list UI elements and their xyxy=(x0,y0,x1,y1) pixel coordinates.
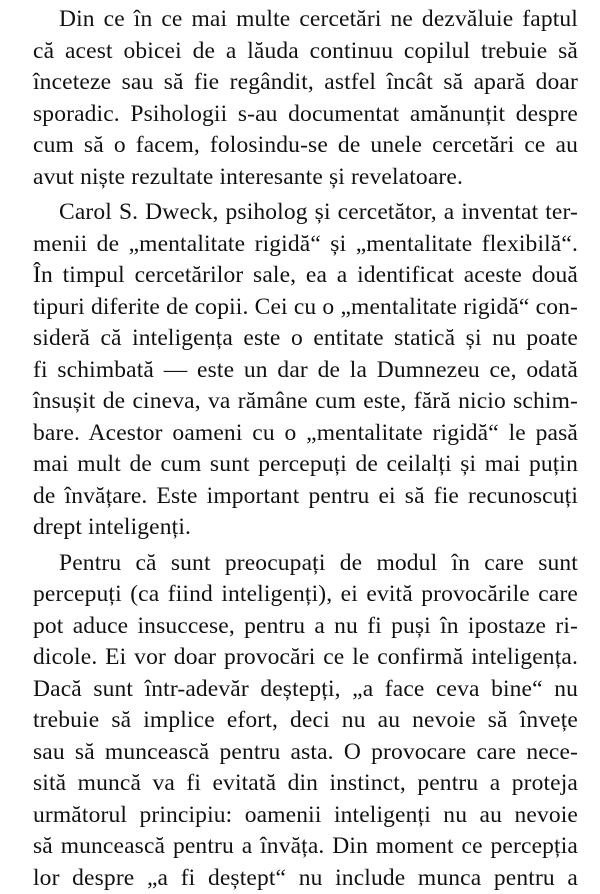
text-line: sporadic. Psihologii s-au documentat amănunțit despre xyxy=(33,99,578,131)
text-line: tipuri diferite de copii. Cei cu o „mentalitate rigidă“ con- xyxy=(33,292,578,324)
text-line: În timpul cercetărilor sale, ea a identificat aceste două xyxy=(33,260,578,292)
text-line: drept inteligenți. xyxy=(33,512,578,544)
text-line: Din ce în ce mai multe cercetări ne dezvăluie faptul xyxy=(33,4,578,36)
text-line: fi schimbată — este un dar de la Dumnezeu ce, odată xyxy=(33,355,578,387)
text-line: că acest obicei de a lăuda continuu copilul trebuie să xyxy=(33,36,578,68)
text-line: cum să o facem, folosindu-se de unele cercetări ce au xyxy=(33,130,578,162)
text-line: lor despre „a fi deștept“ nu include munca pentru a xyxy=(33,863,578,894)
text-line: trebuie să implice efort, deci nu au nevoie să învețe xyxy=(33,705,578,737)
text-line: percepuți (ca fiind inteligenți), ei evită provocările care xyxy=(33,579,578,611)
text-line: de învățare. Este important pentru ei să fie recunoscuți xyxy=(33,481,578,513)
text-line: mai mult de cum sunt percepuți de ceilalți și mai puțin xyxy=(33,449,578,481)
paragraph-1 xyxy=(33,4,578,193)
text-line: Carol S. Dweck, psiholog și cercetător, a inventat ter- xyxy=(33,197,578,229)
text-line: înceteze sau să fie regândit, astfel încât să apară doar xyxy=(33,67,578,99)
text-line: avut niște rezultate interesante și revelatoare. xyxy=(33,162,578,194)
text-line: menii de „mentalitate rigidă“ și „mentalitate flexibilă“. xyxy=(33,229,578,261)
text-line: bare. Acestor oameni cu o „mentalitate rigidă“ le pasă xyxy=(33,418,578,450)
text-line: pot aduce insuccese, pentru a nu fi puși în ipostaze ri- xyxy=(33,611,578,643)
text-line: Pentru că sunt preocupați de modul în care sunt xyxy=(33,548,578,580)
text-line: următorul principiu: oamenii inteligenți nu au nevoie xyxy=(33,800,578,832)
text-line: dicole. Ei vor doar provocări ce le confirmă inteligența. xyxy=(33,642,578,674)
text-line: însușit de cineva, va rămâne cum este, fără nicio schim- xyxy=(33,386,578,418)
paragraph-2 xyxy=(33,197,578,544)
paragraph-3 xyxy=(33,548,578,894)
text-line: sau să muncească pentru asta. O provocare care nece- xyxy=(33,737,578,769)
text-line: Dacă sunt într-adevăr deștepți, „a face ceva bine“ nu xyxy=(33,674,578,706)
text-line: sită muncă va fi evitată din instinct, pentru a proteja xyxy=(33,768,578,800)
text-line: să muncească pentru a învăța. Din moment ce percepția xyxy=(33,831,578,863)
text-line: sideră că inteligența este o entitate statică și nu poate xyxy=(33,323,578,355)
